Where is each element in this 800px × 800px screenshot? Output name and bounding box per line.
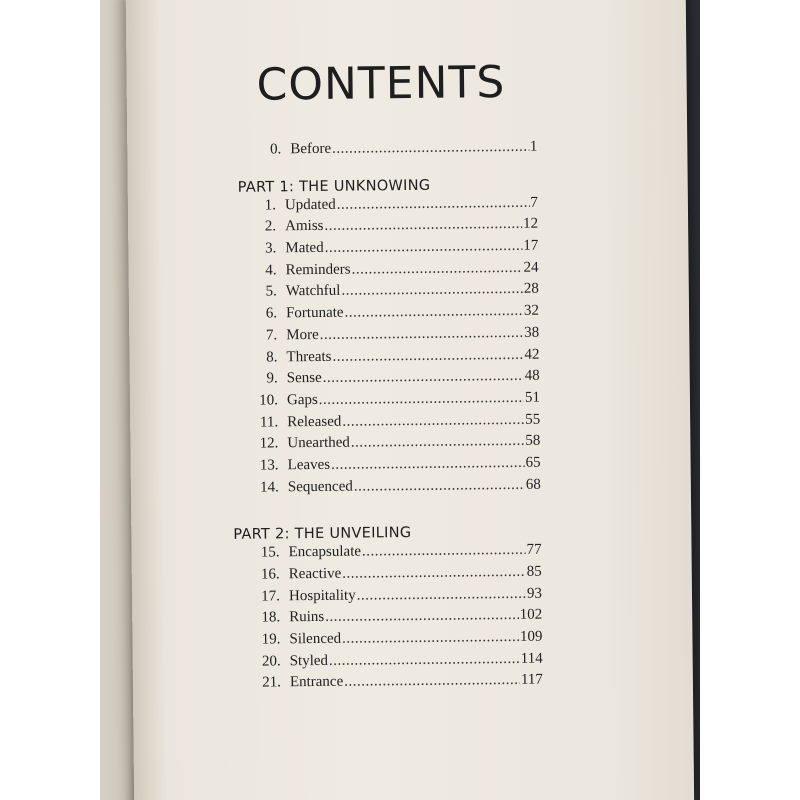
chapter-title: Encapsulate (288, 543, 362, 561)
dot-leader (344, 301, 523, 325)
toc-entry (241, 453, 541, 478)
chapter-title: Amiss (285, 218, 324, 235)
page-number: 65 (525, 454, 541, 471)
chapter-number: 18. (261, 609, 281, 626)
page-title: CONTENTS (256, 56, 506, 111)
toc-entry (239, 301, 539, 326)
chapter-title: More (286, 326, 319, 344)
chapter-title: Sense (286, 370, 322, 387)
chapter-title: Sequenced (287, 478, 353, 495)
toc-entry (240, 366, 540, 391)
page-number: 102 (519, 607, 543, 624)
page-number: 7 (530, 194, 538, 211)
chapter-number: 1. (264, 197, 276, 214)
toc-entry (240, 388, 540, 413)
toc-entry (240, 431, 540, 456)
chapter-number: 9. (266, 370, 278, 387)
dot-leader (362, 540, 526, 563)
chapter-title: Unearthed (287, 434, 350, 452)
page-number: 38 (524, 324, 540, 341)
chapter-number: 12. (259, 435, 279, 452)
chapter-title: Threats (286, 348, 332, 365)
chapter-number: 5. (265, 283, 277, 300)
chapter-number: 11. (259, 413, 279, 431)
dot-leader (332, 137, 529, 161)
toc-entry (238, 192, 538, 217)
chapter-title: Silenced (289, 630, 342, 648)
toc-entry (242, 605, 542, 630)
toc-entry (241, 474, 541, 499)
dot-leader (319, 388, 524, 412)
chapter-title: Fortunate (285, 304, 344, 322)
page-number: 109 (519, 628, 543, 645)
chapter-number: 0. (269, 141, 282, 158)
chapter-number: 7. (265, 327, 278, 344)
page-number: 12 (523, 216, 539, 233)
page-number: 117 (520, 672, 543, 689)
chapter-title: Ruins (289, 609, 325, 626)
chapter-number: 2. (264, 218, 277, 235)
table-of-contents (233, 137, 543, 695)
chapter-number: 4. (265, 262, 277, 279)
chapter-number: 19. (261, 631, 281, 648)
chapter-number: 8. (266, 348, 278, 366)
dot-leader (320, 323, 524, 347)
page-number: 1 (529, 138, 538, 155)
dot-leader (342, 409, 524, 433)
dot-leader (351, 258, 522, 281)
dot-leader (357, 583, 527, 606)
chapter-title: Before (290, 140, 332, 158)
page-number: 93 (526, 585, 543, 602)
dot-leader (351, 431, 525, 455)
toc-entry (237, 137, 537, 162)
chapter-title: Styled (289, 652, 329, 670)
chapter-title: Mated (285, 239, 324, 257)
chapter-number: 14. (260, 479, 279, 496)
page-number: 48 (524, 367, 540, 384)
page-number: 28 (523, 281, 539, 298)
page-number: 114 (520, 650, 543, 667)
toc-entry (238, 214, 538, 239)
chapter-number: 16. (260, 566, 280, 583)
page-number: 55 (525, 411, 541, 428)
dot-leader (342, 562, 526, 586)
part-heading: PART 1: THE UNKNOWING (237, 177, 431, 196)
chapter-title: Leaves (287, 456, 331, 474)
chapter-title: Released (287, 413, 342, 430)
chapter-title: Gaps (286, 391, 318, 409)
page-number: 68 (525, 476, 541, 493)
page-number: 24 (523, 259, 539, 276)
dot-leader (331, 453, 525, 477)
chapter-title: Updated (284, 196, 336, 213)
part-2-entries (241, 540, 543, 695)
dot-leader (344, 670, 520, 694)
dot-leader (325, 236, 523, 260)
dot-leader (337, 192, 530, 216)
part-heading: PART 2: THE UNVEILING (233, 525, 412, 544)
toc-entry (239, 279, 539, 304)
toc-entry (239, 322, 539, 347)
toc-entry (240, 409, 540, 434)
dot-leader (324, 214, 522, 238)
page-number: 17 (523, 237, 539, 254)
chapter-number: 20. (261, 653, 281, 670)
dot-leader (329, 649, 520, 673)
chapter-title: Entrance (289, 674, 344, 691)
book-page (126, 0, 695, 800)
toc-entry (242, 627, 542, 652)
chapter-title: Hospitality (288, 587, 356, 604)
dot-leader (342, 627, 519, 651)
dot-leader (323, 366, 524, 390)
toc-entry (239, 344, 539, 369)
chapter-number: 10. (259, 392, 279, 409)
dot-leader (354, 474, 525, 497)
toc-entry (238, 236, 538, 261)
toc-entry (243, 648, 543, 673)
dot-leader (325, 605, 519, 629)
chapter-number: 21. (262, 674, 281, 692)
page-number: 77 (526, 541, 542, 559)
book-photo (100, 0, 700, 800)
chapter-title: Reminders (285, 261, 351, 279)
chapter-title: Watchful (285, 283, 341, 300)
dot-leader (341, 279, 523, 303)
part-1-entries (238, 192, 541, 499)
toc-entry (242, 583, 542, 608)
chapter-title: Reactive (288, 565, 342, 583)
chapter-number: 17. (261, 588, 281, 605)
toc-entry (238, 257, 538, 282)
chapter-number: 15. (260, 544, 280, 561)
chapter-number: 3. (265, 240, 277, 257)
toc-entry (242, 562, 542, 587)
page-number: 51 (524, 389, 541, 406)
chapter-number: 6. (265, 305, 278, 322)
toc-entry (243, 670, 543, 695)
chapter-number: 13. (259, 457, 279, 474)
toc-entry (241, 540, 541, 565)
dot-leader (332, 344, 523, 368)
page-number: 32 (523, 302, 540, 319)
page-number: 42 (524, 346, 540, 363)
page-number: 58 (525, 432, 541, 450)
page-number: 85 (526, 563, 542, 580)
